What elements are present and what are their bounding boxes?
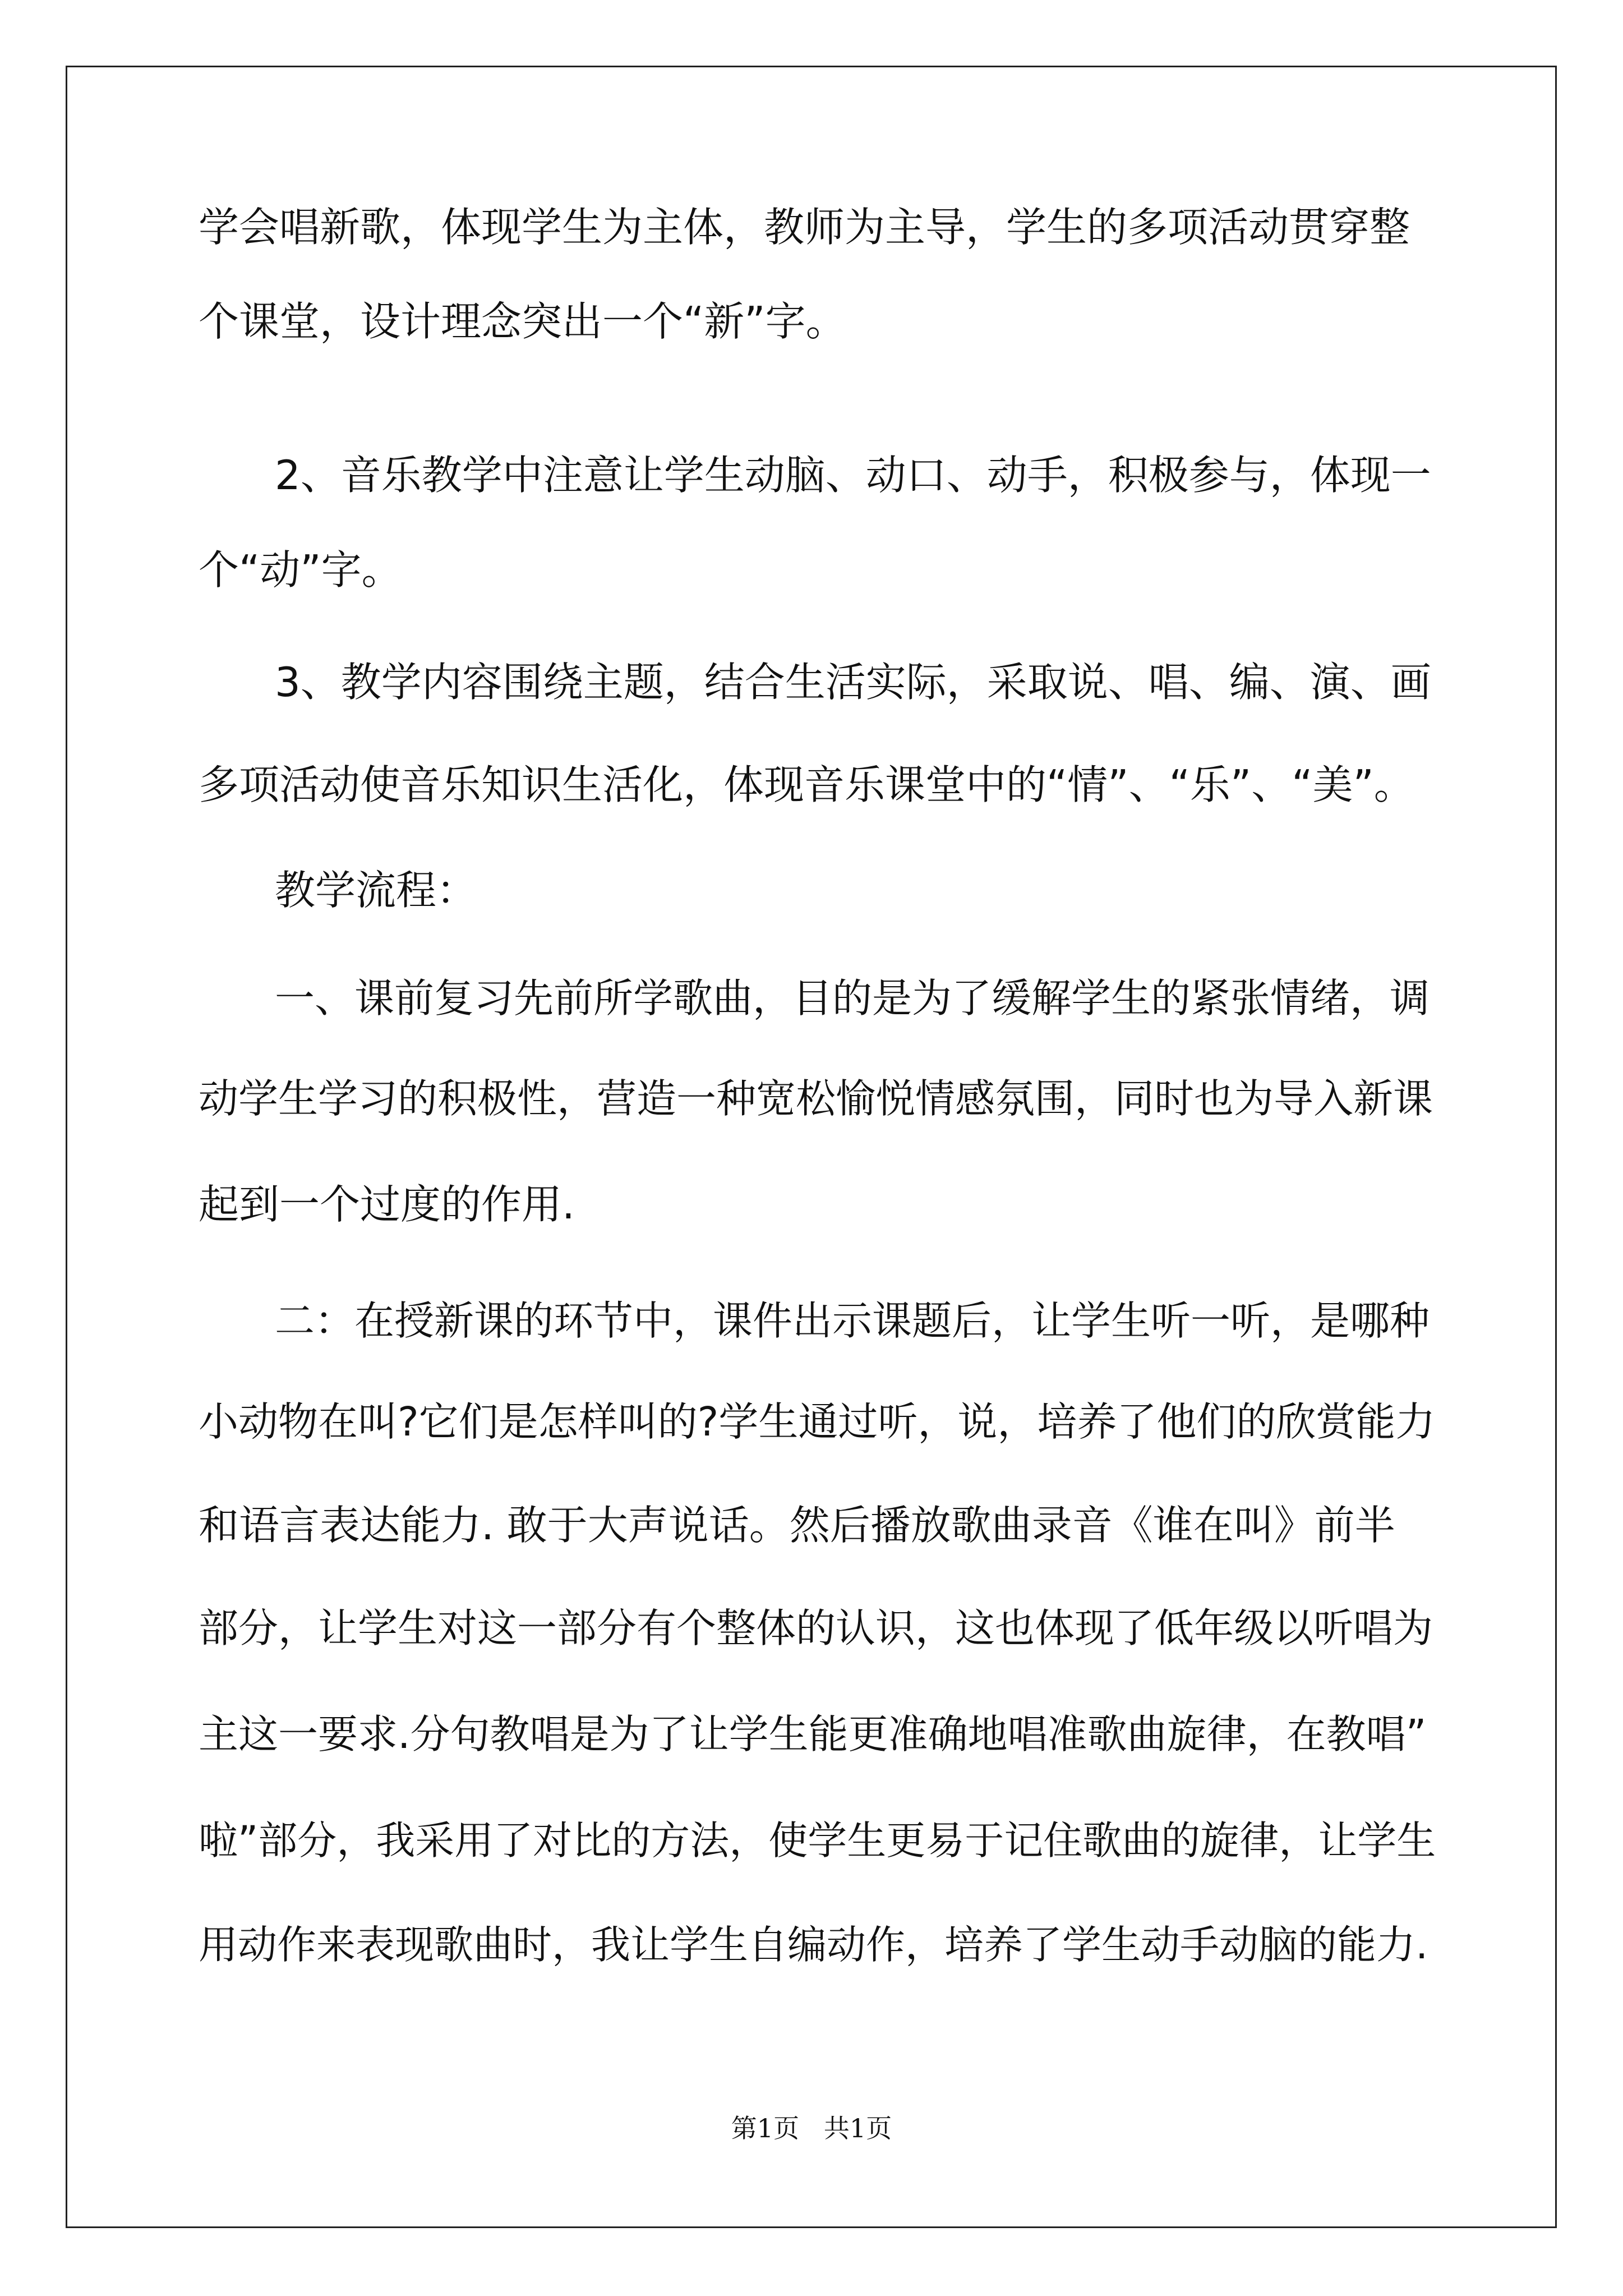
section-heading: 教学流程： [275, 867, 477, 914]
paragraph-line: 啦”部分，我采用了对比的方法，使学生更易于记住歌曲的旋律，让学生 [199, 1818, 1436, 1864]
paragraph-line: 和语言表达能力. 敢于大声说话。然后播放歌曲录音《谁在叫》前半 [199, 1502, 1395, 1549]
paragraph-line: 用动作来表现歌曲时，我让学生自编动作，培养了学生动手动脑的能力. [199, 1922, 1428, 1968]
paragraph-line: 3、教学内容围绕主题，结合生活实际，采取说、唱、编、演、画 [275, 659, 1431, 706]
paragraph-line: 学会唱新歌，体现学生为主体，教师为主导，学生的多项活动贯穿整 [199, 204, 1410, 251]
page-border [66, 66, 1557, 2228]
page-number-footer: 第1页 共1页 [731, 2113, 892, 2143]
paragraph-line: 部分，让学生对这一部分有个整体的认识，这也体现了低年级以听唱为 [199, 1605, 1433, 1651]
paragraph-line: 小动物在叫?它们是怎样叫的?学生通过听，说，培养了他们的欣赏能力 [199, 1398, 1436, 1445]
paragraph-line: 个“动”字。 [199, 546, 402, 593]
paragraph-line: 二：在授新课的环节中，课件出示课题后，让学生听一听，是哪种 [275, 1297, 1430, 1344]
paragraph-line: 动学生学习的积极性，营造一种宽松愉悦情感氛围，同时也为导入新课 [199, 1075, 1433, 1122]
paragraph-line: 多项活动使音乐知识生活化，体现音乐课堂中的“情”、“乐”、“美”。 [199, 761, 1414, 808]
paragraph-line: 主这一要求.分句教唱是为了让学生能更准确地唱准歌曲旋律，在教唱” [199, 1711, 1427, 1757]
paragraph-line: 一、课前复习先前所学歌曲，目的是为了缓解学生的紧张情绪，调 [275, 975, 1430, 1022]
paragraph-line: 2、音乐教学中注意让学生动脑、动口、动手，积极参与，体现一 [275, 452, 1431, 499]
paragraph-line: 起到一个过度的作用. [199, 1181, 575, 1228]
paragraph-line: 个课堂，设计理念突出一个“新”字。 [199, 298, 846, 345]
